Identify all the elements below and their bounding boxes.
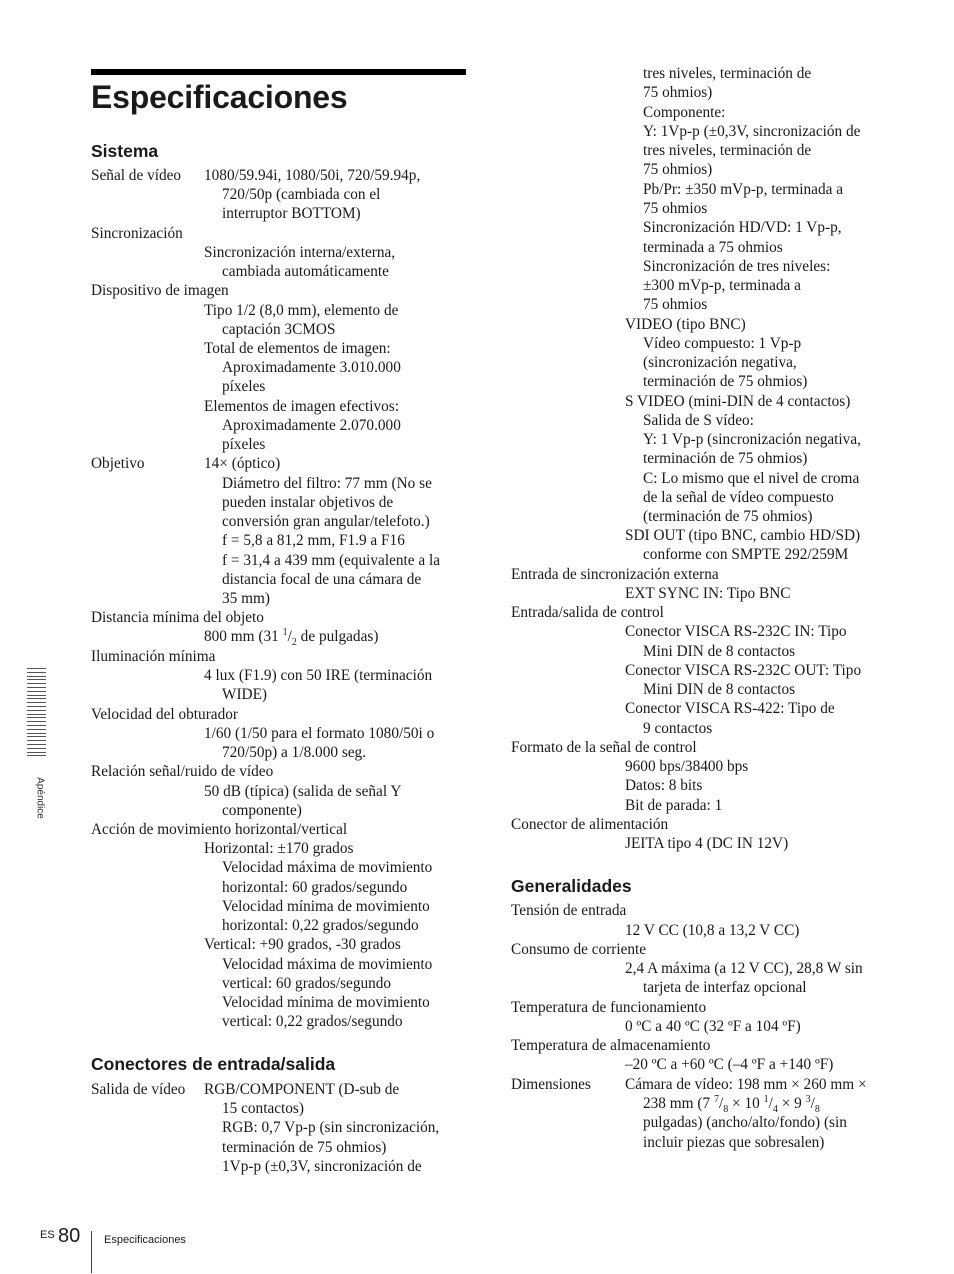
side-tab-stripe xyxy=(27,748,46,749)
side-tab-stripe xyxy=(27,706,46,707)
spec-value: 1080/59.94i, 1080/50i, 720/59.94p, xyxy=(204,167,421,184)
spec-value: 238 mm (7 $^7/_8 \times 10$ $^1/_4 \times 9$ $^3/_8$ xyxy=(643,1093,820,1116)
spec-label: Conector de alimentación xyxy=(511,816,669,833)
spec-label: Acción de movimiento horizontal/vertical xyxy=(91,821,348,838)
spec-value: vertical: 60 grados/segundo xyxy=(222,975,392,992)
spec-value: ±300 mVp-p, terminada a xyxy=(643,277,801,294)
spec-value: 75 ohmios) xyxy=(643,161,713,178)
spec-value: vertical: 0,22 grados/segundo xyxy=(222,1013,403,1030)
spec-value: terminación de 75 ohmios) xyxy=(643,450,808,467)
spec-label: Sincronización xyxy=(91,225,183,242)
spec-value: Vídeo compuesto: 1 Vp-p xyxy=(643,335,802,352)
spec-value: WIDE) xyxy=(222,686,268,703)
spec-value: Y: 1 Vp-p (sincronización negativa, xyxy=(643,431,861,448)
spec-value: Velocidad mínima de movimiento xyxy=(222,994,430,1011)
spec-value: horizontal: 60 grados/segundo xyxy=(222,879,408,896)
spec-value: RGB: 0,7 Vp-p (sin sincronización, xyxy=(222,1119,440,1136)
spec-value: de la señal de vídeo compuesto xyxy=(643,489,834,506)
side-tab-stripe xyxy=(27,691,46,692)
spec-value: RGB/COMPONENT (D-sub de xyxy=(204,1081,400,1098)
spec-value: conversión gran angular/telefoto.) xyxy=(222,513,430,530)
page-number: 80 xyxy=(58,1225,81,1247)
side-tab-stripe xyxy=(27,752,46,753)
spec-label: Formato de la señal de control xyxy=(511,739,697,756)
side-tab-stripe xyxy=(27,740,46,741)
spec-value: Elementos de imagen efectivos: xyxy=(204,398,399,415)
spec-value: captación 3CMOS xyxy=(222,321,336,338)
section-heading-sistema: Sistema xyxy=(91,141,159,161)
spec-value: Total de elementos de imagen: xyxy=(204,340,391,357)
side-tab-stripe xyxy=(27,676,46,677)
spec-value: 0 ºC a 40 ºC (32 ºF a 104 ºF) xyxy=(625,1018,801,1035)
spec-value: tres niveles, terminación de xyxy=(643,142,812,159)
page-title: Especificaciones xyxy=(91,79,348,115)
spec-label: Tensión de entrada xyxy=(511,902,627,919)
spec-value: 800 mm (31 $^1/_2$ de pulgadas) xyxy=(204,626,379,649)
spec-label: Dimensiones xyxy=(511,1076,591,1093)
spec-label: Entrada/salida de control xyxy=(511,604,664,621)
spec-value: 2,4 A máxima (a 12 V CC), 28,8 W sin xyxy=(625,960,863,977)
spec-value: conforme con SMPTE 292/259M xyxy=(643,546,849,563)
side-tab-label: Apéndice xyxy=(34,777,46,819)
spec-value: Sincronización HD/VD: 1 Vp-p, xyxy=(643,219,842,236)
side-tab-stripe xyxy=(27,729,46,730)
spec-label: Dispositivo de imagen xyxy=(91,282,229,299)
spec-value: Sincronización interna/externa, xyxy=(204,244,396,261)
spec-value: S VIDEO (mini-DIN de 4 contactos) xyxy=(625,393,851,410)
spec-value: 1/60 (1/50 para el formato 1080/50i o xyxy=(204,725,435,742)
spec-value: Cámara de vídeo: 198 mm × 260 mm × xyxy=(625,1076,867,1093)
spec-label: Temperatura de almacenamiento xyxy=(511,1037,711,1054)
spec-value: Salida de S vídeo: xyxy=(643,412,754,429)
spec-value: C: Lo mismo que el nivel de croma xyxy=(643,470,860,487)
side-tab-stripe xyxy=(27,698,46,699)
spec-label: Iluminación mínima xyxy=(91,648,216,665)
side-tab-stripe xyxy=(27,679,46,680)
spec-value: Componente: xyxy=(643,104,726,121)
side-tab-stripe xyxy=(27,717,46,718)
spec-value: 9600 bps/38400 bps xyxy=(625,758,749,775)
footer-divider xyxy=(91,1231,92,1273)
spec-value: 4 lux (F1.9) con 50 IRE (terminación xyxy=(204,667,433,684)
spec-label: Señal de vídeo xyxy=(91,167,182,184)
side-tab-stripe xyxy=(27,695,46,696)
spec-value: pulgadas) (ancho/alto/fondo) (sin xyxy=(643,1114,847,1131)
side-tab-stripe xyxy=(27,714,46,715)
spec-value: (sincronización negativa, xyxy=(643,354,797,371)
spec-value: 720/50p (cambiada con el xyxy=(222,186,381,203)
spec-value: EXT SYNC IN: Tipo BNC xyxy=(625,585,791,602)
spec-value: 15 contactos) xyxy=(222,1100,304,1117)
spec-value: f = 5,8 a 81,2 mm, F1.9 a F16 xyxy=(222,532,405,549)
spec-value: píxeles xyxy=(222,436,266,453)
spec-value: tarjeta de interfaz opcional xyxy=(643,979,807,996)
spec-value: 12 V CC (10,8 a 13,2 V CC) xyxy=(625,922,800,939)
spec-value: terminada a 75 ohmios xyxy=(643,239,783,256)
spec-value: Diámetro del filtro: 77 mm (No se xyxy=(222,475,432,492)
spec-value: 9 contactos xyxy=(643,720,713,737)
spec-value: Vertical: +90 grados, -30 grados xyxy=(204,936,401,953)
spec-value: 75 ohmios) xyxy=(643,84,713,101)
side-tab-stripe xyxy=(27,683,46,684)
spec-value: Pb/Pr: ±350 mVp-p, terminada a xyxy=(643,181,844,198)
side-tab-stripe xyxy=(27,755,46,756)
spec-value: terminación de 75 ohmios) xyxy=(222,1139,387,1156)
side-tab-stripe xyxy=(27,733,46,734)
spec-value: 75 ohmios xyxy=(643,200,708,217)
spec-value: 720/50p) a 1/8.000 seg. xyxy=(222,744,367,761)
spec-value: Horizontal: ±170 grados xyxy=(204,840,354,857)
spec-value: Velocidad máxima de movimiento xyxy=(222,859,433,876)
side-tab-stripe xyxy=(27,702,46,703)
side-tab-stripe xyxy=(27,687,46,688)
spec-value: 35 mm) xyxy=(222,590,271,607)
section-heading-conectores: Conectores de entrada/salida xyxy=(91,1054,336,1074)
title-rule xyxy=(91,69,466,75)
side-tab-stripe xyxy=(27,710,46,711)
spec-value: Velocidad mínima de movimiento xyxy=(222,898,430,915)
spec-value: Velocidad máxima de movimiento xyxy=(222,956,433,973)
footer-language: ES xyxy=(40,1229,55,1241)
spec-value: Mini DIN de 8 contactos xyxy=(643,643,796,660)
spec-value: –20 ºC a +60 ºC (–4 ºF a +140 ºF) xyxy=(625,1056,834,1073)
spec-value: Aproximadamente 2.070.000 xyxy=(222,417,401,434)
spec-value: píxeles xyxy=(222,378,266,395)
spec-value: Mini DIN de 8 contactos xyxy=(643,681,796,698)
spec-value: terminación de 75 ohmios) xyxy=(643,373,808,390)
spec-label: Distancia mínima del objeto xyxy=(91,609,264,626)
spec-value: tres niveles, terminación de xyxy=(643,65,812,82)
spec-value: (terminación de 75 ohmios) xyxy=(643,508,813,525)
spec-label: Velocidad del obturador xyxy=(91,706,238,723)
spec-value: VIDEO (tipo BNC) xyxy=(625,316,746,333)
spec-label: Objetivo xyxy=(91,455,145,472)
spec-value: Conector VISCA RS-232C IN: Tipo xyxy=(625,623,847,640)
side-tab-stripe xyxy=(27,721,46,722)
spec-value: Conector VISCA RS-232C OUT: Tipo xyxy=(625,662,862,679)
spec-value: incluir piezas que sobresalen) xyxy=(643,1134,825,1151)
spec-value: componente) xyxy=(222,802,302,819)
spec-value: SDI OUT (tipo BNC, cambio HD/SD) xyxy=(625,527,861,544)
side-tab-stripe xyxy=(27,725,46,726)
spec-value: 50 dB (típica) (salida de señal Y xyxy=(204,783,402,800)
spec-value: Y: 1Vp-p (±0,3V, sincronización de xyxy=(643,123,861,140)
side-tab-stripe xyxy=(27,668,46,669)
spec-value: 1Vp-p (±0,3V, sincronización de xyxy=(222,1158,422,1175)
spec-value: Datos: 8 bits xyxy=(625,777,703,794)
spec-label: Temperatura de funcionamiento xyxy=(511,999,707,1016)
spec-value: pueden instalar objetivos de xyxy=(222,494,394,511)
spec-value: 14× (óptico) xyxy=(204,455,281,472)
side-tab-stripe xyxy=(27,672,46,673)
spec-value: Tipo 1/2 (8,0 mm), elemento de xyxy=(204,302,399,319)
spec-value: Sincronización de tres niveles: xyxy=(643,258,831,275)
side-tab-stripes xyxy=(27,668,46,760)
side-tab-stripe xyxy=(27,736,46,737)
spec-value: cambiada automáticamente xyxy=(222,263,389,280)
spec-value: Conector VISCA RS-422: Tipo de xyxy=(625,700,835,717)
spec-value: horizontal: 0,22 grados/segundo xyxy=(222,917,419,934)
section-heading-generalidades: Generalidades xyxy=(511,876,632,896)
spec-value: Aproximadamente 3.010.000 xyxy=(222,359,401,376)
spec-value: JEITA tipo 4 (DC IN 12V) xyxy=(625,835,789,852)
spec-value: 75 ohmios xyxy=(643,296,708,313)
spec-label: Consumo de corriente xyxy=(511,941,647,958)
spec-value: Bit de parada: 1 xyxy=(625,797,723,814)
footer-section-title: Especificaciones xyxy=(104,1234,186,1246)
spec-label: Salida de vídeo xyxy=(91,1081,186,1098)
spec-value: distancia focal de una cámara de xyxy=(222,571,422,588)
spec-value: f = 31,4 a 439 mm (equivalente a la xyxy=(222,552,441,569)
spec-label: Entrada de sincronización externa xyxy=(511,566,719,583)
spec-value: interruptor BOTTOM) xyxy=(222,205,361,222)
side-tab-stripe xyxy=(27,744,46,745)
spec-label: Relación señal/ruido de vídeo xyxy=(91,763,274,780)
